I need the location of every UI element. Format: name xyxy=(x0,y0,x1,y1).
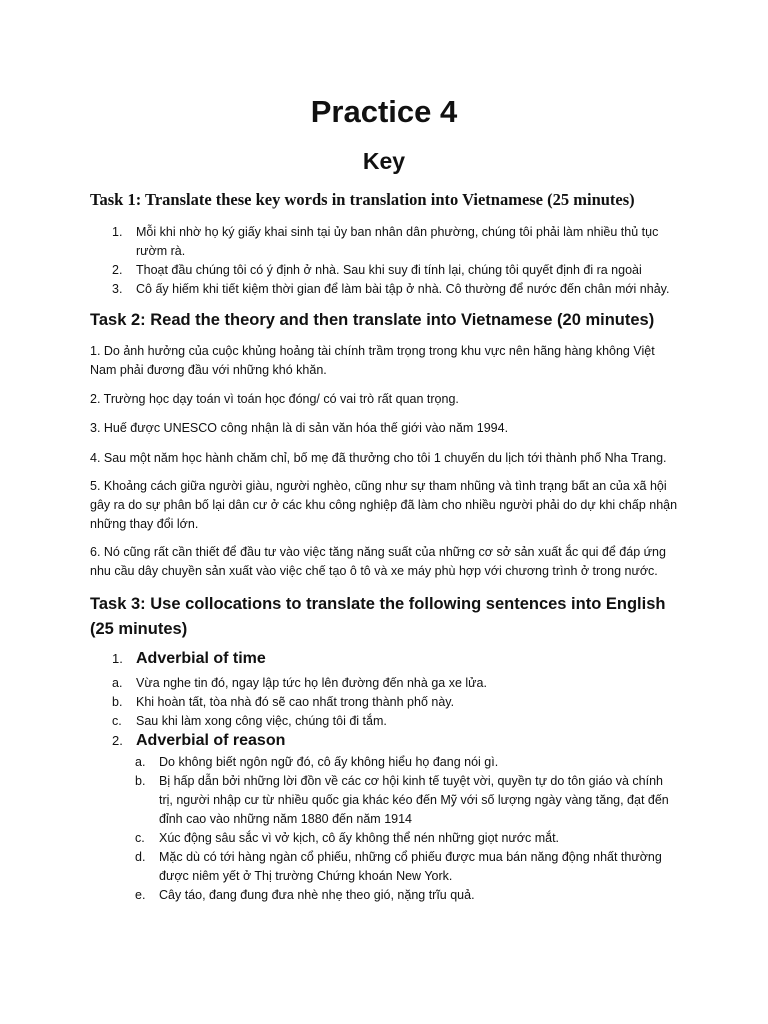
item-letter: b. xyxy=(112,695,123,709)
item-number: 3. xyxy=(112,282,123,296)
list-item xyxy=(112,693,652,712)
task1-heading: Task 1: Translate these key words in translation into Vietnamese (25 minutes) xyxy=(90,190,635,209)
item-letter: e. xyxy=(135,888,146,902)
list-item xyxy=(112,280,672,299)
item-letter: a. xyxy=(135,755,146,769)
item-letter: c. xyxy=(112,714,122,728)
item-text: Mặc dù có tới hàng ngàn cổ phiếu, những cổ phiếu được mua bán năng động nhất thường được niêm yết ở Thị trường Chứng khoán New York. xyxy=(159,850,662,883)
item-letter: b. xyxy=(135,774,146,788)
section-list xyxy=(112,674,652,731)
item-text: Bị hấp dẫn bởi những lời đồn về các cơ hội kinh tế tuyệt vời, quyền tự do tôn giáo và chính trị, người nhập cư từ nhiều quốc gia khác kéo đến Mỹ với số lượng ngày vàng tăng, đạt đến đỉnh cao vào những năm 1880 đến năm 1914 xyxy=(159,774,669,826)
list-item xyxy=(135,848,680,886)
page-subtitle: Key xyxy=(362,148,406,174)
section-list xyxy=(135,753,680,905)
item-number: 2. xyxy=(112,263,123,277)
item-text: Mỗi khi nhờ họ ký giấy khai sinh tại ủy ban nhân dân phường, chúng tôi phải làm nhiều thủ tục rườm rà. xyxy=(136,225,659,258)
section-title-text: Adverbial of reason xyxy=(136,732,286,749)
item-number: 1. xyxy=(112,225,123,239)
page-title: Practice 4 xyxy=(310,94,458,129)
item-text: Do không biết ngôn ngữ đó, cô ấy không hiểu họ đang nói gì. xyxy=(159,755,499,769)
list-item xyxy=(112,674,652,693)
list-item xyxy=(135,829,680,848)
item-text: Thoạt đầu chúng tôi có ý định ở nhà. Sau khi suy đi tính lại, chúng tôi quyết định đi ra ngoài xyxy=(136,263,642,277)
task3-heading: Task 3: Use collocations to translate the following sentences into English (25 minutes) xyxy=(90,595,666,638)
section-number: 1. xyxy=(112,651,123,666)
task2-heading: Task 2: Read the theory and then translate into Vietnamese (20 minutes) xyxy=(90,311,655,329)
task1-list xyxy=(112,223,672,299)
task2-paragraph: 2. Trường học dạy toán vì toán học đóng/ có vai trò rất quan trọng. xyxy=(90,392,459,406)
item-text: Cây táo, đang đung đưa nhè nhẹ theo gió, nặng trĩu quả. xyxy=(159,888,475,902)
section-number: 2. xyxy=(112,733,123,748)
item-text: Vừa nghe tin đó, ngay lập tức họ lên đường đến nhà ga xe lửa. xyxy=(136,676,487,690)
section-title-text: Adverbial of time xyxy=(136,650,266,667)
list-item xyxy=(135,886,680,905)
item-letter: a. xyxy=(112,676,123,690)
task2-paragraph: 1. Do ảnh hưởng của cuộc khủng hoảng tài chính trầm trọng trong khu vực nên hãng hàng không Việt Nam phải đương đầu với những khó khăn. xyxy=(90,344,655,377)
item-text: Khi hoàn tất, tòa nhà đó sẽ cao nhất trong thành phố này. xyxy=(136,695,455,709)
list-item xyxy=(135,753,680,772)
task2-paragraph: 4. Sau một năm học hành chăm chỉ, bố mẹ đã thưởng cho tôi 1 chuyến du lịch tới thành phố Nha Trang. xyxy=(90,451,667,465)
task2-paragraph: 5. Khoảng cách giữa người giàu, người nghèo, cũng như sự tham nhũng và tình trạng bất an của xã hội gây ra do sự phân bố lại dân cư ở các khu công nghiệp đã làm cho nhiều người phải do dự khi chấp nhận những thay đổi lớn. xyxy=(90,479,678,531)
task2-paragraph: 6. Nó cũng rất cần thiết để đầu tư vào việc tăng năng suất của những cơ sở sản xuất ắc qui để đáp ứng nhu cầu dây chuyền sản xuất vào việc chế tạo ô tô và xe máy phù hợp với chương trình ở trong nước. xyxy=(90,545,666,578)
item-letter: c. xyxy=(135,831,145,845)
item-letter: d. xyxy=(135,850,146,864)
task2-paragraph: 3. Huế được UNESCO công nhận là di sản văn hóa thế giới vào năm 1994. xyxy=(90,421,509,435)
item-text: Xúc động sâu sắc vì vở kịch, cô ấy không thể nén những giọt nước mắt. xyxy=(159,831,560,845)
list-item xyxy=(112,261,672,280)
list-item xyxy=(112,712,652,731)
list-item xyxy=(112,223,672,261)
section-title xyxy=(112,732,285,750)
item-text: Sau khi làm xong công việc, chúng tôi đi tắm. xyxy=(136,714,387,728)
section-title xyxy=(112,650,266,668)
list-item xyxy=(135,772,680,829)
item-text: Cô ấy hiếm khi tiết kiệm thời gian để làm bài tập ở nhà. Cô thường để nước đến chân mới nhảy. xyxy=(136,282,670,296)
